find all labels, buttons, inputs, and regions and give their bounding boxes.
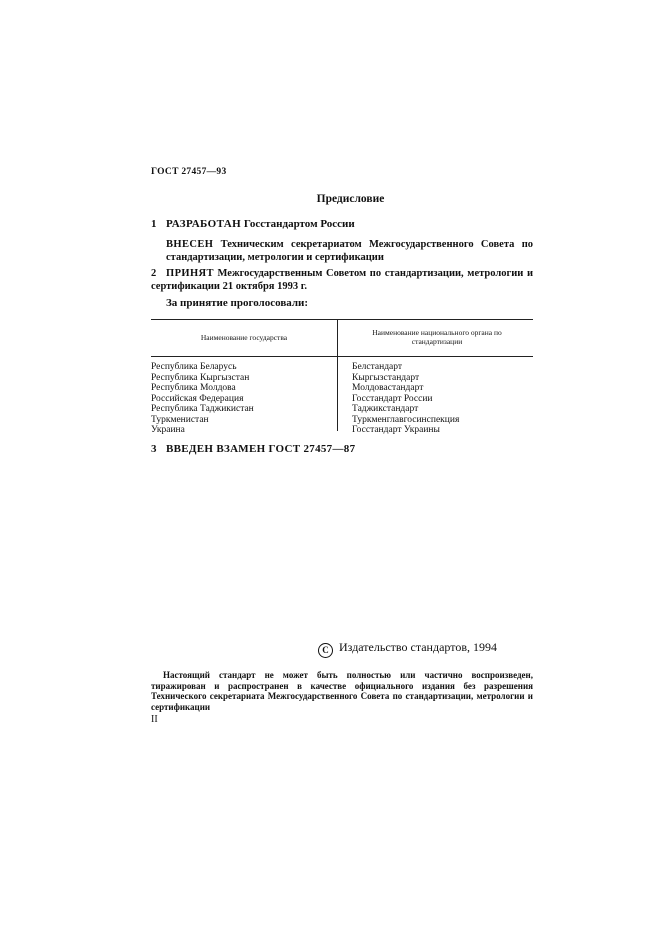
item-replaced (151, 443, 355, 455)
column-states (151, 362, 254, 436)
table-cell-organ: Таджикстандарт (352, 404, 419, 414)
table-top-rule (151, 319, 533, 320)
table-cell-organ: Кыргызстандарт (352, 372, 420, 383)
voted-label: За принятие проголосовали: (166, 297, 309, 309)
item-text: Госстандартом России (243, 218, 355, 230)
item-text: Техническим секретариатом Межгосударственного Совета по стандартизации, метрологии и сертификации (166, 239, 533, 263)
item-keyword: ВНЕСЕН (166, 239, 214, 250)
reproduction-notice: Настоящий стандарт не может быть полностью или частично воспроизведен, тиражирован и распространен в качестве официального издания без разрешения Технического секретариата Межгосударственного Совета по стандартизации, метрологии и сертификации (151, 670, 533, 712)
table-column-divider (337, 319, 338, 431)
table-cell-state: Республика Кыргызстан (151, 372, 250, 383)
item-number: 1 (151, 218, 157, 230)
table-cell-organ: Госстандарт России (352, 393, 433, 404)
item-text: ВВЕДЕН ВЗАМЕН ГОСТ 27457—87 (166, 443, 356, 455)
item-adopted (151, 267, 533, 293)
table-cell-state: Туркменистан (151, 414, 209, 425)
item-number: 3 (151, 443, 157, 455)
table-cell-organ: Белстандарт (352, 362, 403, 372)
table-cell-state: Республика Молдова (151, 383, 236, 393)
document-code: ГОСТ 27457—93 (151, 167, 227, 177)
header-state: Наименование государства (200, 333, 288, 342)
item-keyword: ПРИНЯТ (166, 268, 214, 279)
copyright-text: Издательство стандартов, 1994 (339, 640, 497, 654)
table-cell-organ: Госстандарт Украины (352, 425, 440, 435)
item-keyword: РАЗРАБОТАН (166, 218, 242, 230)
item-introduced (166, 238, 533, 264)
page-number: II (151, 714, 158, 725)
table-cell-organ: Туркменглавгосинспекция (352, 414, 460, 425)
item-text: Межгосударственным Советом по стандартизации, метрологии и сертификации 21 октября 1993 г. (151, 268, 534, 292)
item-number: 2 (151, 268, 157, 279)
voting-table (151, 319, 533, 435)
copyright-icon: C (318, 643, 333, 658)
copyright-line (318, 640, 497, 658)
table-cell-state: Республика Беларусь (151, 362, 237, 372)
table-cell-state: Российская Федерация (151, 393, 244, 404)
table-cell-organ: Молдовастандарт (352, 383, 424, 393)
section-heading: Предисловие (316, 193, 385, 205)
table-cell-state: Республика Таджикистан (151, 404, 254, 414)
column-organs (352, 362, 459, 436)
table-header-rule (151, 356, 533, 357)
item-developed (151, 218, 355, 230)
table-cell-state: Украина (151, 425, 185, 435)
header-organ: Наименование национального органа по стандартизации (372, 328, 502, 346)
